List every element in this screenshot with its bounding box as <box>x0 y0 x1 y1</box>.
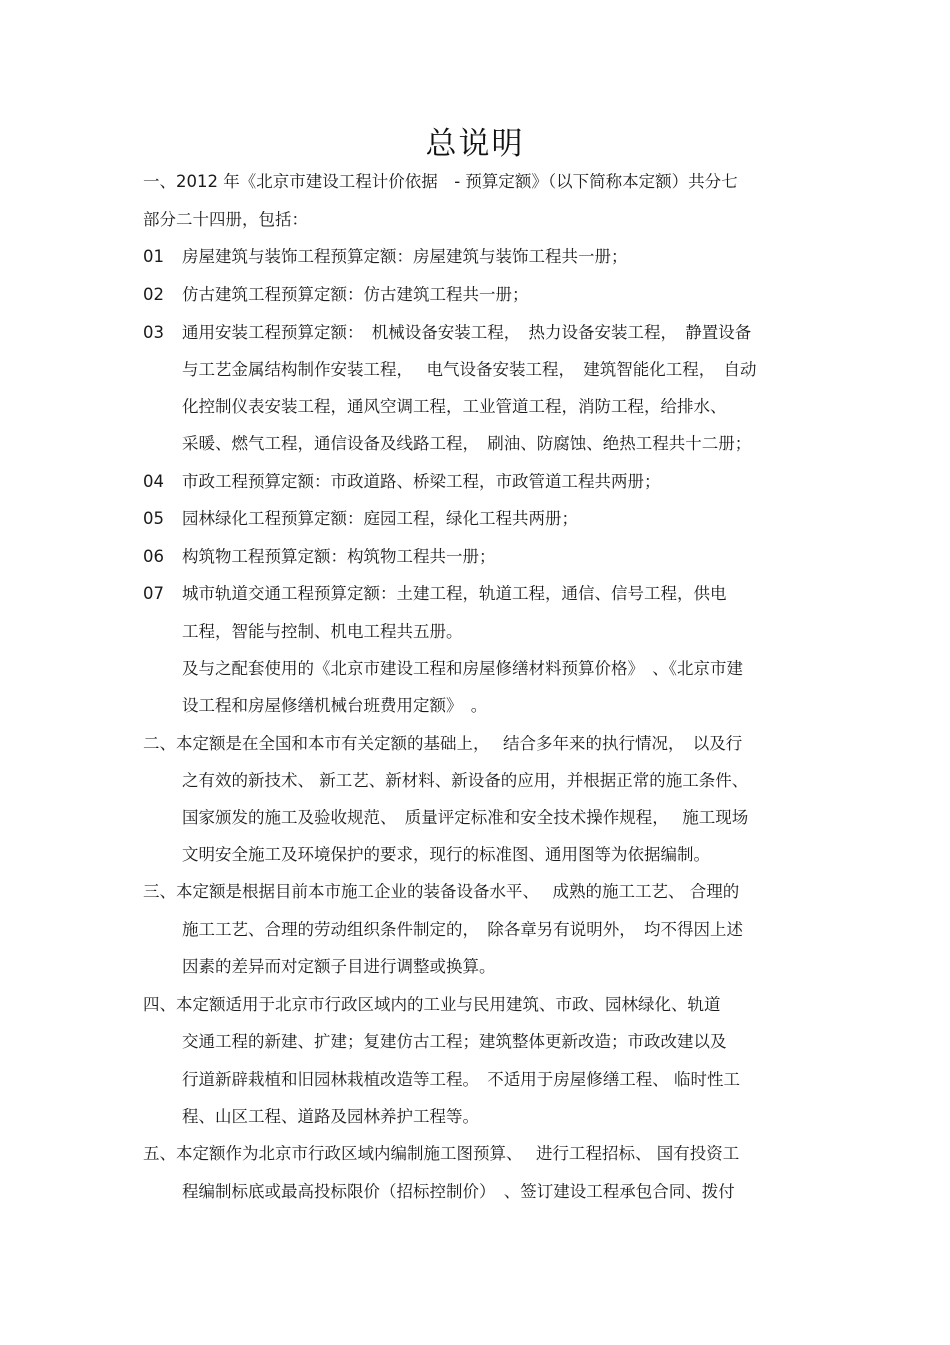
item-06-text: 构筑物工程预算定额：构筑物工程共一册； <box>182 547 496 566</box>
paragraph-1-line-1: 一、2012 年《北京市建设工程计价依据 - 预算定额》（以下简称本定额）共分七 <box>143 172 738 191</box>
paragraph-2-line-3: 国家颁发的施工及验收规范、 质量评定标准和安全技术操作规程， 施工现场 <box>182 808 749 827</box>
paragraph-3-line-1: 三、本定额是根据目前本市施工企业的装备设备水平、 成熟的施工工艺、 合理的 <box>143 882 740 901</box>
item-02-text: 仿古建筑工程预算定额：仿古建筑工程共一册； <box>182 285 529 304</box>
item-03-text-line-3: 化控制仪表安装工程，通风空调工程，工业管道工程，消防工程，给排水、 <box>182 397 727 416</box>
item-04-text: 市政工程预算定额：市政道路、桥梁工程，市政管道工程共两册； <box>182 472 661 491</box>
item-number-02: 02 <box>143 285 164 304</box>
supplement-line-2: 设工程和房屋修缮机械台班费用定额》 。 <box>182 696 488 715</box>
item-03-text-line-1: 通用安装工程预算定额： 机械设备安装工程， 热力设备安装工程， 静置设备 <box>182 323 752 342</box>
paragraph-3-line-3: 因素的差异而对定额子目进行调整或换算。 <box>182 957 496 976</box>
item-03-text-line-2: 与工艺金属结构制作安装工程， 电气设备安装工程， 建筑智能化工程， 自动 <box>182 360 757 379</box>
item-number-06: 06 <box>143 547 164 566</box>
item-number-03: 03 <box>143 323 164 342</box>
supplement-line-1: 及与之配套使用的《北京市建设工程和房屋修缮材料预算价格》 、《北京市建 <box>182 659 743 678</box>
paragraph-5-line-1: 五、本定额作为北京市行政区域内编制施工图预算、 进行工程招标、 国有投资工 <box>143 1144 740 1163</box>
item-07-text-line-2: 工程，智能与控制、机电工程共五册。 <box>182 622 463 641</box>
paragraph-2-line-4: 文明安全施工及环境保护的要求，现行的标准图、通用图等为依据编制。 <box>182 845 710 864</box>
paragraph-1-line-2: 部分二十四册，包括： <box>143 210 308 229</box>
paragraph-5-line-2: 程编制标底或最高投标限价（招标控制价） 、签订建设工程承包合同、拨付 <box>182 1182 735 1201</box>
paragraph-2-line-1: 二、本定额是在全国和本市有关定额的基础上， 结合多年来的执行情况， 以及行 <box>143 734 743 753</box>
item-number-01: 01 <box>143 247 164 266</box>
paragraph-4-line-3: 行道新辟栽植和旧园林栽植改造等工程。 不适用于房屋修缮工程、 临时性工 <box>182 1070 740 1089</box>
paragraph-4-line-1: 四、本定额适用于北京市行政区域内的工业与民用建筑、市政、园林绿化、轨道 <box>143 995 721 1014</box>
item-01-text: 房屋建筑与装饰工程预算定额：房屋建筑与装饰工程共一册； <box>182 247 628 266</box>
paragraph-4-line-2: 交通工程的新建、扩建；复建仿古工程；建筑整体更新改造；市政改建以及 <box>182 1032 727 1051</box>
paragraph-3-line-2: 施工工艺、合理的劳动组织条件制定的， 除各章另有说明外， 均不得因上述 <box>182 920 743 939</box>
item-number-05: 05 <box>143 509 164 528</box>
page-title: 总说明 <box>425 126 525 162</box>
item-number-07: 07 <box>143 584 164 603</box>
paragraph-2-line-2: 之有效的新技术、 新工艺、新材料、新设备的应用，并根据正常的施工条件、 <box>182 771 749 790</box>
paragraph-4-line-4: 程、山区工程、道路及园林养护工程等。 <box>182 1107 479 1126</box>
item-number-04: 04 <box>143 472 164 491</box>
item-03-text-line-4: 采暖、燃气工程，通信设备及线路工程， 刷油、防腐蚀、绝热工程共十二册； <box>182 434 752 453</box>
item-05-text: 园林绿化工程预算定额：庭园工程，绿化工程共两册； <box>182 509 578 528</box>
item-07-text-line-1: 城市轨道交通工程预算定额：土建工程，轨道工程，通信、信号工程，供电 <box>182 584 727 603</box>
